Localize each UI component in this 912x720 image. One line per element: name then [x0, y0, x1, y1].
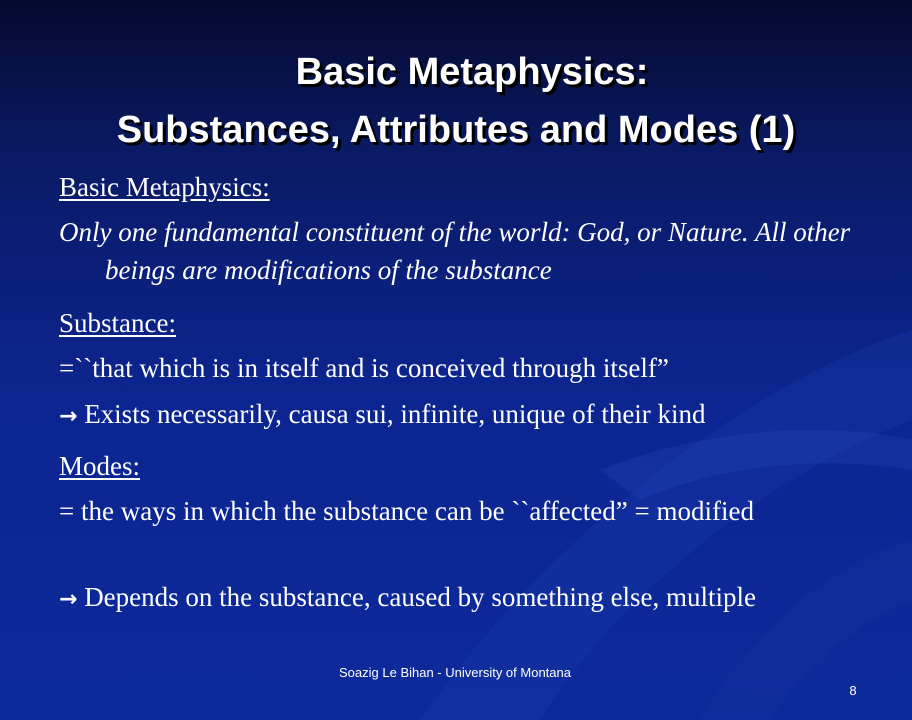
page-number: 8: [849, 683, 857, 698]
slide-title-line-1: Basic Metaphysics:: [295, 51, 649, 93]
substance-heading: Substance:: [59, 308, 176, 338]
modes-heading: Modes:: [59, 451, 140, 481]
basic-metaphysics-body: Only one fundamental constituent of the world: God, or Nature. All other beings are modifications of the substance: [59, 217, 851, 285]
arrow-right-icon: →: [59, 404, 78, 429]
slide-title-line-2: Substances, Attributes and Modes (1): [116, 109, 796, 151]
footer-author: Soazig Le Bihan - University of Montana: [339, 665, 571, 680]
arrow-right-icon: →: [59, 587, 78, 612]
modes-consequence: [59, 578, 875, 619]
substance-definition: =``that which is in itself and is conceived through itself”: [59, 353, 669, 383]
basic-metaphysics-heading: Basic Metaphysics:: [59, 172, 270, 202]
substance-consequence: [59, 395, 859, 436]
modes-consequence-text: Depends on the substance, caused by something else, multiple: [77, 582, 757, 612]
modes-definition: = the ways in which the substance can be ``affected” = modified: [59, 496, 754, 526]
substance-consequence-text: Exists necessarily, causa sui, infinite, unique of their kind: [77, 399, 706, 429]
